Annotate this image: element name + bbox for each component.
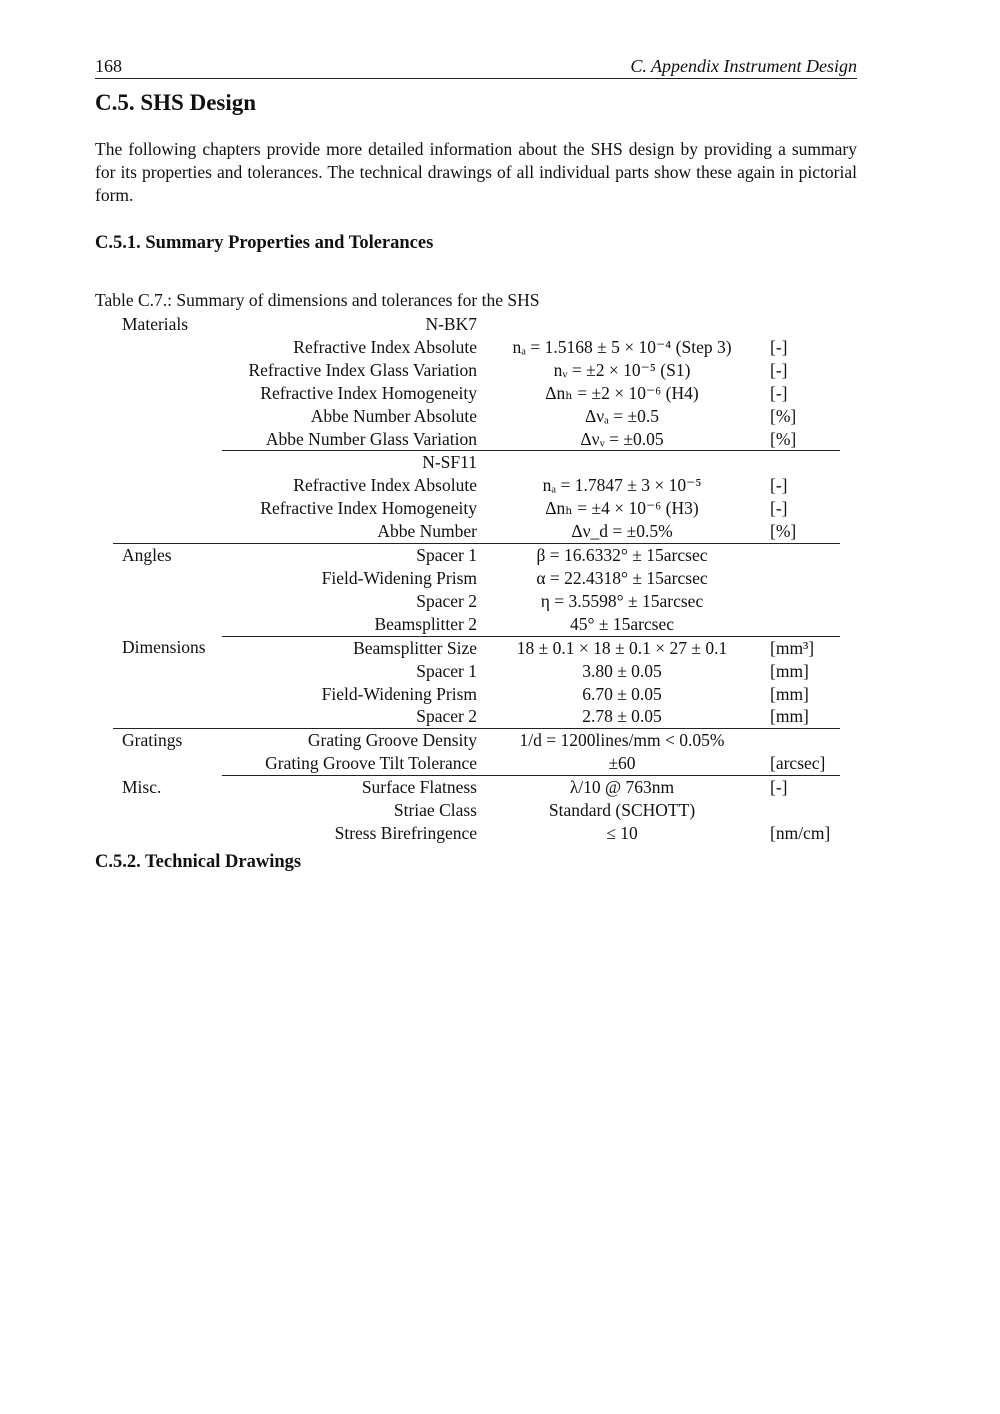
- table-cell-prop: Refractive Index Absolute: [293, 336, 477, 357]
- table-cell-prop: Refractive Index Homogeneity: [260, 498, 477, 519]
- table-cell-prop: Striae Class: [393, 800, 477, 821]
- table-row: [113, 660, 840, 683]
- table-cell-cat: [113, 752, 222, 775]
- table-row: [113, 683, 840, 706]
- table-cell-unit: [756, 451, 840, 474]
- table-cell-unit: [%]: [770, 521, 797, 542]
- table-cell-cat: [113, 497, 222, 520]
- table-cell-unit: [756, 799, 840, 822]
- table-cell-cat: [113, 660, 222, 683]
- table-cell-val: nₐ = 1.5168 ± 5 × 10⁻⁴ (Step 3): [512, 336, 732, 357]
- table-cell-cat: Gratings: [113, 729, 222, 752]
- table-row: [113, 705, 840, 728]
- table-cell-unit: [arcsec]: [770, 753, 826, 774]
- table-cell-cat: [113, 382, 222, 405]
- table-cell-cat: Misc.: [122, 776, 162, 797]
- table-cell-val: Δν_d = ±0.5%: [571, 521, 673, 542]
- table-cell-cat: [113, 590, 222, 613]
- table-cell-val: 1/d = 1200lines/mm < 0.05%: [479, 729, 756, 752]
- table-cell-val: 2.78 ± 0.05: [582, 706, 662, 727]
- table-row: [113, 544, 840, 567]
- table-cell-unit: [756, 544, 840, 567]
- table-cell-unit: [mm]: [770, 660, 809, 681]
- table-cell-cat: [113, 799, 222, 822]
- table-cell-val: Δnₕ = ±2 × 10⁻⁶ (H4): [545, 382, 699, 403]
- table-cell-cat: [113, 520, 222, 543]
- table-cell-prop: Spacer 1: [222, 544, 479, 567]
- table-cell-cat: [113, 451, 222, 474]
- table-cell-val: Δnₕ = ±4 × 10⁻⁶ (H3): [545, 498, 699, 519]
- table-cell-prop: Grating Groove Tilt Tolerance: [265, 753, 477, 774]
- table-cell-cat: [113, 822, 222, 845]
- table-cell-val: 18 ± 0.1 × 18 ± 0.1 × 27 ± 0.1: [479, 636, 756, 659]
- table-row: [113, 497, 840, 520]
- table-cell-val: [479, 451, 756, 474]
- table-cell-cat: Angles: [113, 544, 222, 567]
- subsection-title-drawings: C.5.2. Technical Drawings: [95, 852, 302, 872]
- table-row: [113, 752, 840, 775]
- table-cell-unit: [-]: [770, 336, 788, 357]
- table-cell-val: Δνₐ = ±0.5: [584, 405, 660, 426]
- table-cell-val: λ/10 @ 763nm: [479, 776, 756, 799]
- subsection-title-properties: C.5.1. Summary Properties and Tolerances: [95, 233, 434, 253]
- table-cell-prop: Refractive Index Absolute: [293, 475, 477, 496]
- table-cell-prop: Stress Birefringence: [334, 822, 477, 843]
- table-row: [113, 336, 840, 359]
- table-row: [113, 428, 840, 451]
- table-cell-cat: [113, 428, 222, 451]
- table-cell-unit: [-]: [770, 359, 788, 380]
- table-cell-val: nᵥ = ±2 × 10⁻⁵ (S1): [553, 359, 691, 380]
- table-row: [113, 613, 840, 636]
- table-cell-cat: [113, 359, 222, 382]
- table-cell-unit: [756, 613, 840, 636]
- table-row: [113, 359, 840, 382]
- table-cell-prop: Spacer 1: [416, 660, 477, 681]
- table-cell-unit: [mm]: [770, 683, 809, 704]
- table-cell-prop: N-BK7: [425, 314, 477, 334]
- table-cell-val: 6.70 ± 0.05: [582, 683, 662, 704]
- table-cell-cat: Materials: [122, 314, 189, 334]
- table-cell-cat: [113, 613, 222, 636]
- table-cell-cat: [113, 683, 222, 706]
- running-head: [95, 54, 857, 79]
- table-row: [113, 405, 840, 428]
- table-cell-prop: Abbe Number Glass Variation: [265, 428, 477, 449]
- table-cell-unit: [%]: [770, 428, 797, 449]
- table-row: [113, 636, 840, 659]
- table-cell-prop: Spacer 2: [416, 706, 477, 727]
- table-cell-val: nₐ = 1.7847 ± 3 × 10⁻⁵: [542, 475, 702, 496]
- table-row: [113, 822, 840, 845]
- table-cell-unit: [nm/cm]: [770, 822, 831, 843]
- table-row: [113, 313, 840, 336]
- table-cell-unit: [-]: [756, 776, 840, 799]
- table-cell-unit: [-]: [770, 475, 788, 496]
- chapter-title: C. Appendix Instrument Design: [630, 56, 857, 76]
- table-cell-prop: Refractive Index Homogeneity: [260, 382, 477, 403]
- table-row: [113, 451, 840, 474]
- table-cell-prop: Abbe Number Absolute: [310, 405, 477, 426]
- table-cell-cat: [113, 336, 222, 359]
- table-cell-unit: [mm]: [770, 706, 809, 727]
- page-number: 168: [95, 56, 122, 76]
- table-row: [113, 474, 840, 497]
- table-cell-unit: [-]: [770, 382, 788, 403]
- table-cell-prop: Field-Widening Prism: [321, 683, 477, 704]
- table-cell-unit: [756, 313, 840, 336]
- table-cell-val: Δνᵥ = ±0.05: [580, 428, 664, 449]
- table-cell-cat: [113, 705, 222, 728]
- table-cell-val: [479, 313, 756, 336]
- table-row: [113, 590, 840, 613]
- table-row: [113, 799, 840, 822]
- table-cell-prop: N-SF11: [222, 451, 479, 474]
- table-cell-cat: [113, 567, 222, 590]
- table-cell-cat: [113, 405, 222, 428]
- table-cell-val: η = 3.5598° ± 15arcsec: [540, 590, 704, 611]
- table-cell-val: ±60: [608, 753, 636, 774]
- table-row: [113, 729, 840, 752]
- table-cell-unit: [mm³]: [756, 636, 840, 659]
- section-title: C.5. SHS Design: [95, 90, 257, 115]
- table-cell-prop: Beamsplitter 2: [374, 613, 477, 634]
- table-row: [113, 520, 840, 543]
- table-cell-prop: Beamsplitter Size: [222, 636, 479, 659]
- table-cell-val: ≤ 10: [606, 822, 638, 843]
- table-cell-prop: Field-Widening Prism: [321, 567, 477, 588]
- table-cell-unit: [756, 729, 840, 752]
- intro-paragraph: The following chapters provide more detailed information about the SHS design by providing a summary for its properties and tolerances. The technical drawings of all individual parts show these again in pictorial form.: [95, 139, 857, 205]
- properties-table: [113, 313, 840, 845]
- table-row: [113, 382, 840, 405]
- table-cell-unit: [-]: [770, 498, 788, 519]
- table-cell-val: α = 22.4318° ± 15arcsec: [536, 567, 708, 588]
- table-cell-val: Standard (SCHOTT): [548, 800, 696, 821]
- table-cell-cat: Dimensions: [122, 637, 206, 658]
- table-cell-unit: [756, 590, 840, 613]
- table-cell-val: 3.80 ± 0.05: [582, 660, 662, 681]
- table-caption: Table C.7.: Summary of dimensions and tolerances for the SHS: [95, 290, 540, 310]
- table-cell-val: 45° ± 15arcsec: [569, 613, 675, 634]
- table-cell-val: β = 16.6332° ± 15arcsec: [479, 544, 756, 567]
- table-cell-cat: [113, 474, 222, 497]
- table-cell-prop: Grating Groove Density: [222, 729, 479, 752]
- table-cell-prop: Abbe Number: [377, 521, 477, 542]
- table-cell-prop: Refractive Index Glass Variation: [248, 359, 477, 380]
- table-row: [113, 567, 840, 590]
- table-cell-prop: Surface Flatness: [222, 776, 479, 799]
- table-cell-unit: [%]: [770, 405, 797, 426]
- table-cell-unit: [756, 567, 840, 590]
- table-cell-prop: Spacer 2: [416, 590, 477, 611]
- table-row: [113, 776, 840, 799]
